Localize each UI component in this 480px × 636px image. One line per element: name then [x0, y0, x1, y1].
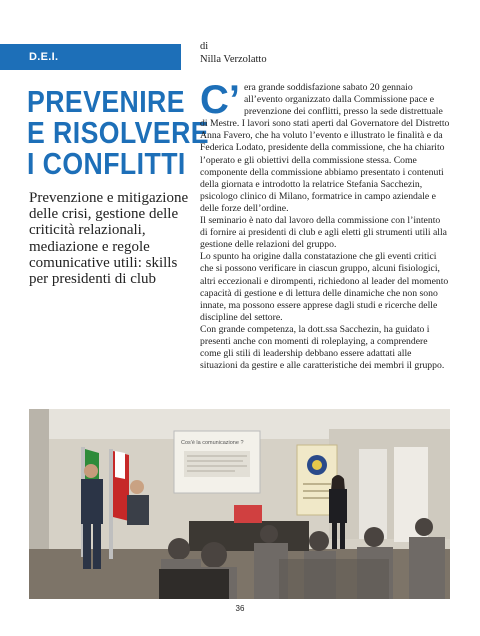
- subheadline: Prevenzione e mitigazione delle crisi, gestione delle criticità relazionali, mediazione e regole comunicative utili: skills per presidenti di club: [29, 190, 189, 288]
- paragraph-3: Lo spunto ha origine dalla constatazione che gli eventi critici che si possono verificare in ciascun gruppo, alcuni fisiologici, altri eccezionali e dirompenti, richiedono al leader del momento capacità di gestione e di lettura delle dinamiche che non sono innate, ma possono essere apprese dagli studi e ricerche delle discipline del settore.: [200, 251, 449, 323]
- byline: [200, 40, 267, 66]
- headline: [27, 84, 210, 181]
- headline-line-1: PREVENIRE: [27, 84, 185, 119]
- paragraph-4: Con grande competenza, la dott.ssa Sacchezin, ha guidato i presenti anche con momenti di roleplaying, a comprendere come gli stili di leadership debbano essere adattati alle situazioni da gestire e alle caratteristiche dei membri il gruppo.: [200, 323, 445, 372]
- drop-cap: C’: [200, 78, 240, 122]
- page-number: 36: [235, 604, 245, 613]
- headline-line-3: I CONFLITTI: [27, 146, 186, 181]
- article-body: [200, 78, 450, 372]
- section-label: D.E.I.: [0, 44, 181, 70]
- event-photo-illustration: [29, 409, 450, 599]
- headline-line-2: E RISOLVERE: [27, 115, 210, 150]
- byline-author: Nilla Verzolatto: [200, 54, 267, 65]
- paragraph-2: Il seminario è nato dal lavoro della commissione con l’intento di fornire ai presidenti di club e agli eletti gli strumenti utili alla gestione delle relazioni del gruppo.: [200, 215, 447, 251]
- event-photo: [29, 409, 450, 599]
- slide-title: Cos'è la comunicazione ?: [181, 440, 244, 446]
- paragraph-1: [200, 78, 450, 215]
- paragraph-1-text: era grande soddisfazione sabato 20 gennaio all’evento organizzato dalla Commissione pace e prevenzione dei conflitti, presso la sede distrettuale di Mestre. I lavori sono stati aperti dal Governatore del Distretto Anna Favero, che ha voluto l’evento e illustrato le finalità e da Federica Lodato, presidente della commissione, che ha chiarito l’operato e gli obiettivi della commissione stessa. Come componente della commissione abbiamo presentato i contenuti della giornata e introdotto la relatrice Stefania Sacchezin, psicologo clinico di Milano, formatrice in campo aziendale e delle forze dell’ordine.: [200, 82, 450, 214]
- byline-prefix: di: [200, 41, 209, 52]
